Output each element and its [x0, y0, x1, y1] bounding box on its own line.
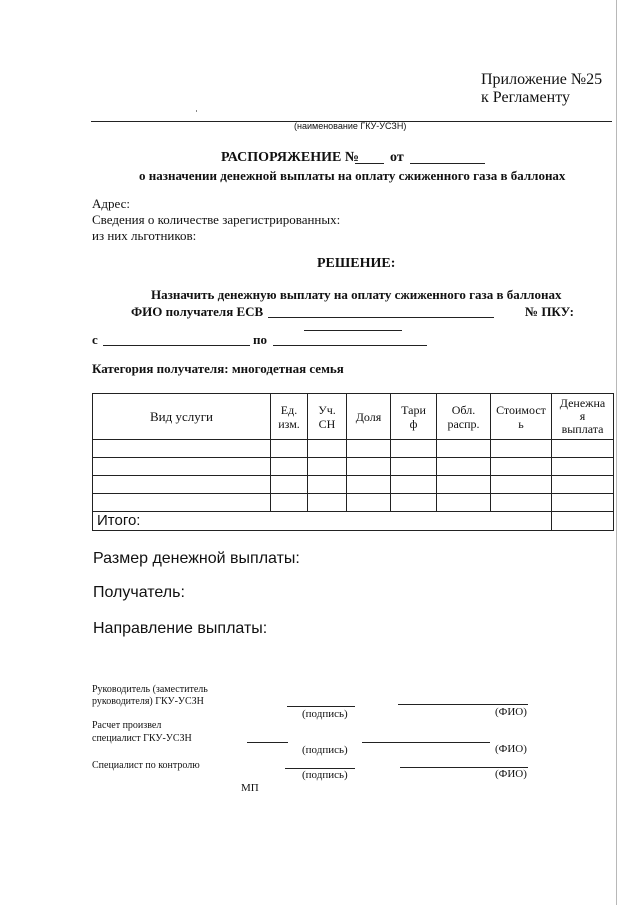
registered-count-label: Сведения о количестве зарегистрированных:: [92, 212, 341, 227]
calculation-table: [92, 393, 614, 531]
header-sn: Уч. СН: [308, 394, 347, 440]
header-cost: Стоимост ь: [491, 394, 552, 440]
table-row: [93, 494, 614, 512]
period-to-line: [273, 345, 427, 346]
control-title: Специалист по контролю: [92, 760, 200, 771]
order-number-line: [355, 163, 384, 164]
head-sign-line: [287, 706, 355, 707]
pku-line: [304, 330, 402, 331]
total-label: Итого:: [93, 512, 552, 531]
calc-sign-caption: (подпись): [302, 744, 348, 756]
payment-direction-label: Направление выплаты:: [93, 620, 268, 637]
pku-label: № ПКУ:: [525, 304, 574, 319]
header-unit: Ед. изм.: [271, 394, 308, 440]
order-title: РАСПОРЯЖЕНИЕ №: [221, 150, 359, 165]
total-value-cell: [552, 512, 614, 531]
head-title-line-2: руководителя) ГКУ-УСЗН: [92, 696, 204, 707]
stamp-label: МП: [241, 782, 259, 794]
table-row: [93, 476, 614, 494]
table-total-row: [93, 512, 614, 531]
table-header-row: [93, 394, 614, 440]
calc-title-line-2: специалист ГКУ-УСЗН: [92, 733, 192, 744]
table-row: [93, 440, 614, 458]
scan-speck: [196, 110, 197, 112]
period-to-label: по: [253, 332, 267, 347]
header-area: Обл. распр.: [437, 394, 491, 440]
period-from-label: с: [92, 332, 98, 347]
beneficiaries-count-label: из них льготников:: [92, 228, 197, 243]
recipient-name-line: [268, 317, 494, 318]
calc-name-caption: (ФИО): [495, 743, 527, 755]
header-tariff: Тари ф: [391, 394, 437, 440]
recipient-name-label: ФИО получателя ЕСВ: [131, 304, 264, 319]
table-row: [93, 458, 614, 476]
org-name-caption: (наименование ГКУ-УСЗН): [294, 121, 407, 131]
head-title-line-1: Руководитель (заместитель: [92, 684, 208, 695]
recipient-label: Получатель:: [93, 584, 185, 601]
payment-amount-label: Размер денежной выплаты:: [93, 550, 300, 567]
order-date-label: от: [390, 150, 404, 165]
control-name-caption: (ФИО): [495, 768, 527, 780]
header-share: Доля: [347, 394, 391, 440]
calc-title-line-1: Расчет произвел: [92, 720, 162, 731]
recipient-category: Категория получателя: многодетная семья: [92, 361, 344, 376]
head-name-line: [398, 704, 528, 705]
order-date-line: [410, 163, 485, 164]
decision-assign-text: Назначить денежную выплату на оплату сжиженного газа в баллонах: [151, 287, 562, 302]
period-from-line: [103, 345, 250, 346]
order-subtitle: о назначении денежной выплаты на оплату сжиженного газа в баллонах: [139, 168, 566, 183]
appendix-line-2: к Регламенту: [481, 89, 570, 106]
control-sign-caption: (подпись): [302, 769, 348, 781]
appendix-line-1: Приложение №25: [481, 71, 603, 88]
page-edge: [616, 0, 617, 905]
head-sign-caption: (подпись): [302, 708, 348, 720]
header-payment: Денежна я выплата: [552, 394, 614, 440]
head-name-caption: (ФИО): [495, 706, 527, 718]
decision-heading: РЕШЕНИЕ:: [317, 256, 396, 271]
calc-sign-line: [247, 742, 288, 743]
calc-name-line: [362, 742, 490, 743]
address-label: Адрес:: [92, 196, 130, 211]
header-service: Вид услуги: [93, 394, 271, 440]
